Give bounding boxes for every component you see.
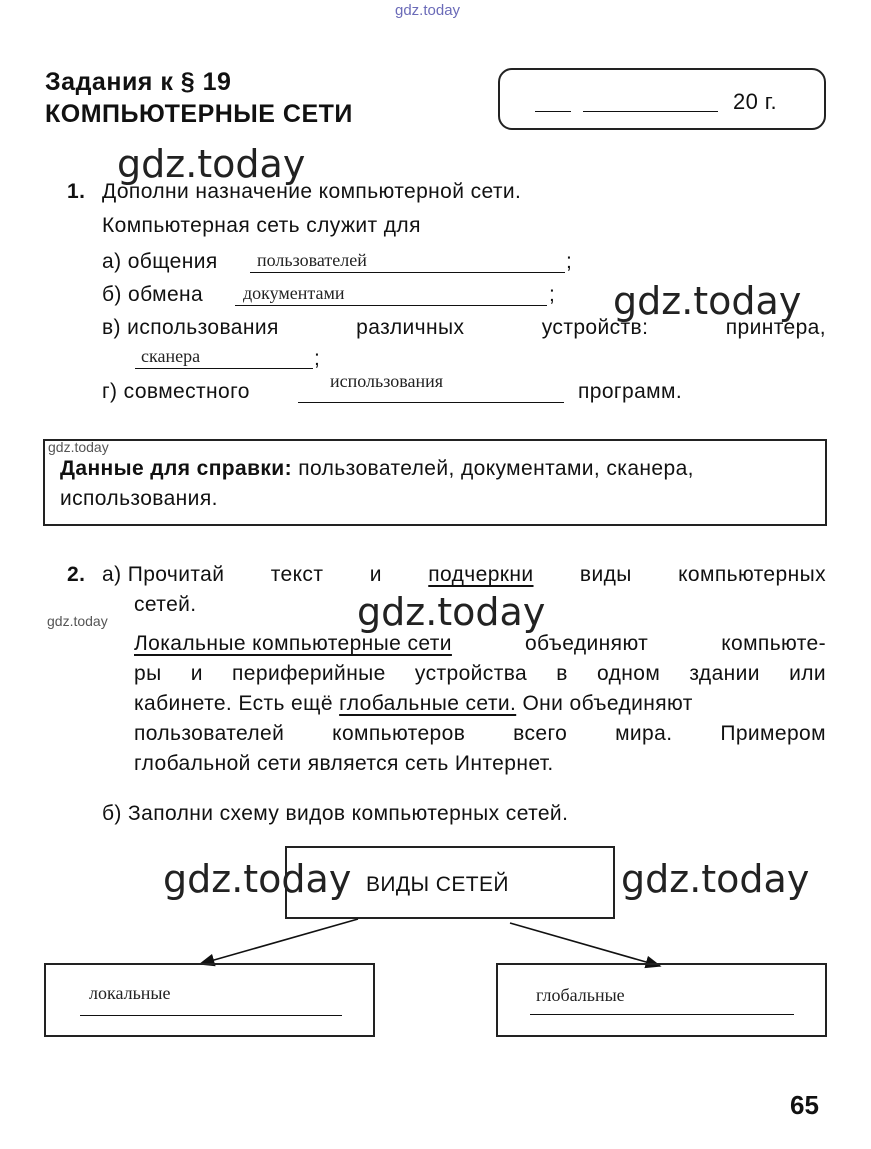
word: виды	[579, 563, 632, 586]
word: принтера,	[725, 316, 826, 339]
text: кабинете. Есть ещё	[134, 692, 340, 715]
arrow-left	[200, 919, 358, 964]
word: одном	[597, 662, 661, 685]
word: периферийные	[232, 662, 386, 685]
word: устройства	[414, 662, 528, 685]
scheme-left-answer: локальные	[89, 983, 171, 1003]
answer-d: использования	[330, 371, 444, 391]
watermark: gdz.today	[613, 279, 802, 323]
task1-item-d-label: г) совместного	[102, 380, 250, 403]
word: пользователей	[134, 722, 285, 745]
task1-item-d-suffix: программ.	[578, 380, 683, 403]
word: всего	[513, 722, 568, 745]
task2-item-a-line2: сетей.	[134, 593, 197, 616]
task2-item-b: б) Заполни схему видов компьютерных сетей.	[102, 802, 569, 825]
scheme-title: ВИДЫ СЕТЕЙ	[366, 873, 509, 896]
answer-line-right	[530, 1014, 794, 1015]
word: в	[556, 662, 568, 685]
page-title: КОМПЬЮТЕРНЫЕ СЕТИ	[45, 100, 353, 128]
word: компьютерных	[678, 563, 826, 586]
word: здании	[689, 662, 760, 685]
semicolon: ;	[314, 347, 321, 370]
word: и	[369, 563, 382, 586]
arrow-right	[510, 923, 660, 966]
word: в) использования	[102, 316, 279, 339]
word: ры	[134, 662, 162, 685]
page-number: 65	[790, 1090, 819, 1120]
word: объединяют	[524, 632, 649, 655]
word: компьюте-	[721, 632, 826, 655]
underlined-term: глобальные сети.	[339, 692, 517, 715]
text: Они объединяют	[516, 692, 693, 715]
paragraph-line-5: глобальной сети является сеть Интернет.	[134, 752, 554, 775]
word: устройств:	[541, 316, 649, 339]
date-year-suffix: 20 г.	[733, 89, 778, 114]
word: и	[190, 662, 203, 685]
word: компьютеров	[332, 722, 466, 745]
watermark: gdz.today	[48, 439, 109, 455]
word: или	[789, 662, 826, 685]
watermark: gdz.today	[163, 857, 352, 901]
task1-item-a-label: а) общения	[102, 250, 218, 273]
reference-label: Данные для справки:	[60, 457, 293, 480]
answer-a: пользователей	[257, 250, 367, 270]
reference-text: пользователей, документами, сканера,	[298, 457, 694, 480]
answer-c: сканера	[141, 346, 201, 366]
word: мира.	[615, 722, 673, 745]
task1-instruction: Дополни назначение компьютерной сети.	[102, 180, 522, 203]
watermark: gdz.today	[47, 613, 108, 629]
task2-number: 2.	[67, 563, 86, 586]
task1-number: 1.	[67, 180, 86, 203]
task1-intro: Компьютерная сеть служит для	[102, 214, 421, 237]
semicolon: ;	[549, 283, 556, 306]
watermark: gdz.today	[395, 2, 461, 19]
task1-item-b-label: б) обмена	[102, 283, 204, 306]
underlined-term: Локальные компьютерные сети	[134, 632, 452, 655]
answer-b: документами	[243, 283, 345, 303]
word: Примером	[720, 722, 826, 745]
scheme-right-answer: глобальные	[536, 985, 625, 1005]
word: различных	[356, 316, 465, 339]
answer-line-left	[80, 1015, 342, 1016]
word-underlined: подчеркни	[428, 563, 534, 586]
section-heading: Задания к § 19	[45, 68, 232, 96]
semicolon: ;	[566, 250, 573, 273]
word: а) Прочитай	[102, 563, 225, 586]
reference-line-2: использования.	[60, 487, 218, 510]
word: текст	[270, 563, 324, 586]
watermark: gdz.today	[621, 857, 810, 901]
watermark: gdz.today	[117, 142, 306, 186]
watermark: gdz.today	[357, 590, 546, 634]
